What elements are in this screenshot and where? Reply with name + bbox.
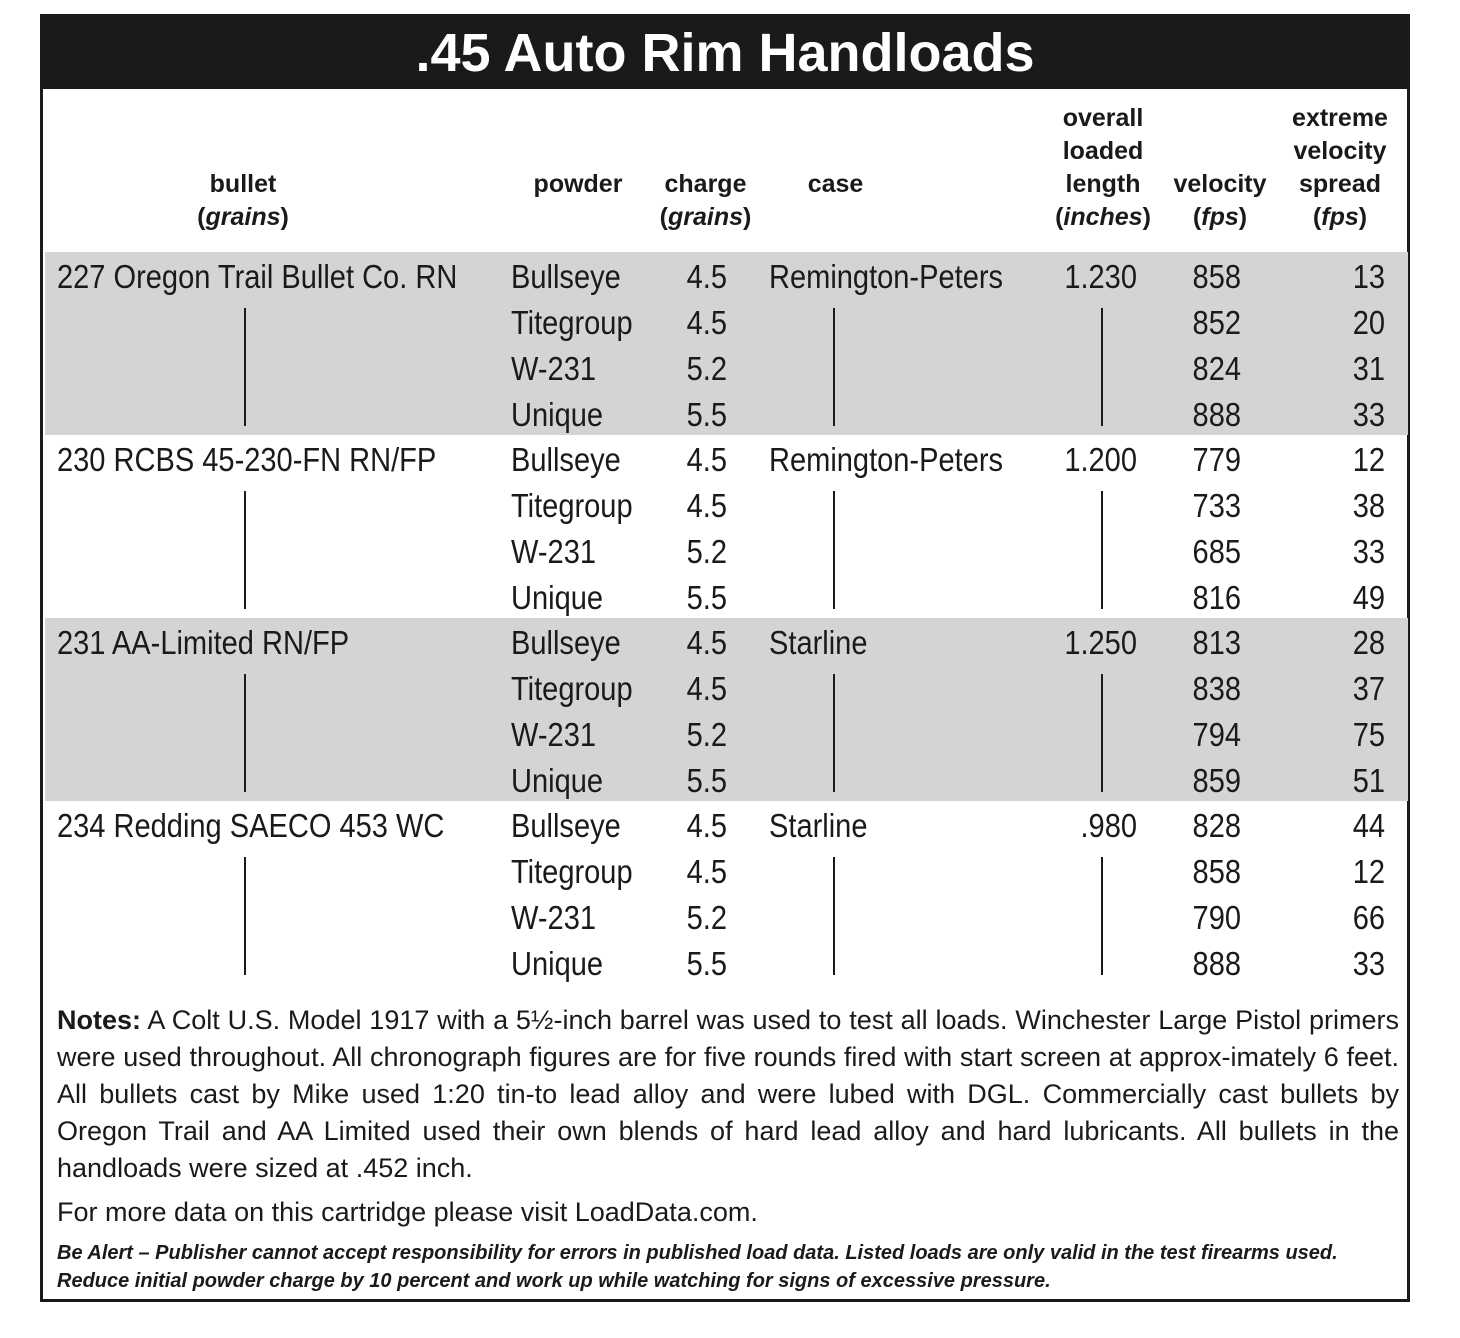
velocity-value: 779 [1192,441,1241,478]
powder-name: Unique [511,579,604,616]
charge-value: 4.5 [686,258,727,295]
header-powder: powder [533,170,623,198]
spread-value: 13 [1352,258,1385,295]
header-charge: charge (grains) [659,170,752,231]
velocity-value: 685 [1192,533,1241,570]
header-oal-unit: inches [1063,203,1143,231]
ditto-line-case [833,857,835,975]
bullet-name: 227 Oregon Trail Bullet Co. RN [57,258,458,295]
case-name: Starline [769,624,868,661]
velocity-value: 858 [1192,258,1241,295]
powder-name: W-231 [511,533,597,570]
case-name: Remington-Peters [769,441,1004,478]
spread-value: 20 [1352,304,1385,341]
charge-value: 5.2 [686,533,727,570]
header-case: case [807,170,864,198]
velocity-value: 824 [1192,350,1241,387]
velocity-value: 733 [1192,487,1241,524]
velocity-value: 858 [1192,853,1241,890]
powder-name: W-231 [511,350,597,387]
notes-text: A Colt U.S. Model 1917 with a 5½-inch barrel was used to test all loads. Winchester Large Pistol primers were used throughout. All chronograph figures are for five rounds fired with start screen at approx-imately 6 feet. All bullets cast by Mike used 1:20 tin-to lead alloy and were lubed with DGL. Commercially cast bullets by Oregon Trail and AA Limited used their own blends of hard lead alloy and hard lubricants. All bullets in the handloads were sized at .452 inch. [57,1005,1400,1183]
notes [57,1002,1399,1187]
charge-value: 5.2 [686,899,727,936]
powder-name: Bullseye [511,258,621,295]
overall-length: 1.250 [1064,624,1137,661]
charge-value: 4.5 [686,853,727,890]
spread-value: 66 [1352,899,1385,936]
velocity-value: 888 [1192,396,1241,433]
velocity-value: 813 [1192,624,1241,661]
ditto-line-case [833,308,835,426]
charge-value: 5.2 [686,716,727,753]
powder-name: Titegroup [511,304,633,341]
powder-name: W-231 [511,716,597,753]
header-charge-unit: grains [667,203,744,231]
header-spread-unit: fps [1321,203,1359,231]
spread-value: 12 [1352,441,1385,478]
velocity-value: 838 [1192,670,1241,707]
header-velocity-unit: fps [1201,203,1239,231]
header-oal: overall loaded length (inches) [1055,104,1151,231]
ditto-line-case [833,674,835,792]
notes-label: Notes: [57,1005,142,1035]
charge-value: 5.5 [686,762,727,799]
ditto-line-bullet [244,674,246,792]
spread-value: 28 [1352,624,1385,661]
case-name: Remington-Peters [769,258,1004,295]
spread-value: 33 [1352,533,1385,570]
powder-name: Titegroup [511,853,633,890]
powder-name: Bullseye [511,807,621,844]
ditto-line-case [833,491,835,609]
spread-value: 33 [1352,945,1385,982]
header-spread: extreme velocity spread (fps) [1292,104,1388,231]
load-data-table [40,14,1410,1302]
spread-value: 49 [1352,579,1385,616]
powder-name: Bullseye [511,441,621,478]
bullet-name: 231 AA-Limited RN/FP [57,624,350,661]
velocity-value: 888 [1192,945,1241,982]
charge-value: 4.5 [686,670,727,707]
velocity-value: 790 [1192,899,1241,936]
charge-value: 4.5 [686,807,727,844]
spread-value: 75 [1352,716,1385,753]
spread-value: 51 [1352,762,1385,799]
be-alert-disclaimer: Be Alert – Publisher cannot accept responsibility for errors in published load data. Listed loads are only valid in the test firearms used. Reduce initial powder charge by 10 percent and work up while watching for signs of excessive pressure. [57,1242,1338,1292]
overall-length: 1.200 [1064,441,1137,478]
charge-value: 4.5 [686,624,727,661]
velocity-value: 816 [1192,579,1241,616]
ditto-line-oal [1101,857,1103,975]
ditto-line-oal [1101,674,1103,792]
bullet-name: 230 RCBS 45-230-FN RN/FP [57,441,437,478]
spread-value: 44 [1352,807,1385,844]
spread-value: 31 [1352,350,1385,387]
header-bullet-unit: grains [205,203,281,231]
powder-name: Unique [511,945,604,982]
powder-name: Bullseye [511,624,621,661]
powder-name: Unique [511,396,604,433]
header-bullet: bullet (grains) [197,170,289,231]
case-name: Starline [769,807,868,844]
powder-name: Unique [511,762,604,799]
more-data-line: For more data on this cartridge please visit LoadData.com. [57,1197,758,1227]
spread-value: 38 [1352,487,1385,524]
powder-name: Titegroup [511,670,633,707]
header-velocity: velocity (fps) [1173,170,1267,231]
charge-value: 5.5 [686,579,727,616]
ditto-line-bullet [244,491,246,609]
spread-value: 37 [1352,670,1385,707]
velocity-value: 852 [1192,304,1241,341]
ditto-line-oal [1101,308,1103,426]
spread-value: 12 [1352,853,1385,890]
bullet-name: 234 Redding SAECO 453 WC [57,807,445,844]
spread-value: 33 [1352,396,1385,433]
charge-value: 5.5 [686,945,727,982]
table-title: .45 Auto Rim Handloads [43,17,1407,89]
charge-value: 5.5 [686,396,727,433]
velocity-value: 794 [1192,716,1241,753]
charge-value: 4.5 [686,441,727,478]
overall-length: 1.230 [1064,258,1137,295]
ditto-line-bullet [244,857,246,975]
velocity-value: 828 [1192,807,1241,844]
charge-value: 4.5 [686,304,727,341]
charge-value: 4.5 [686,487,727,524]
powder-name: Titegroup [511,487,633,524]
powder-name: W-231 [511,899,597,936]
ditto-line-bullet [244,308,246,426]
ditto-line-oal [1101,491,1103,609]
overall-length: .980 [1080,807,1137,844]
velocity-value: 859 [1192,762,1241,799]
charge-value: 5.2 [686,350,727,387]
